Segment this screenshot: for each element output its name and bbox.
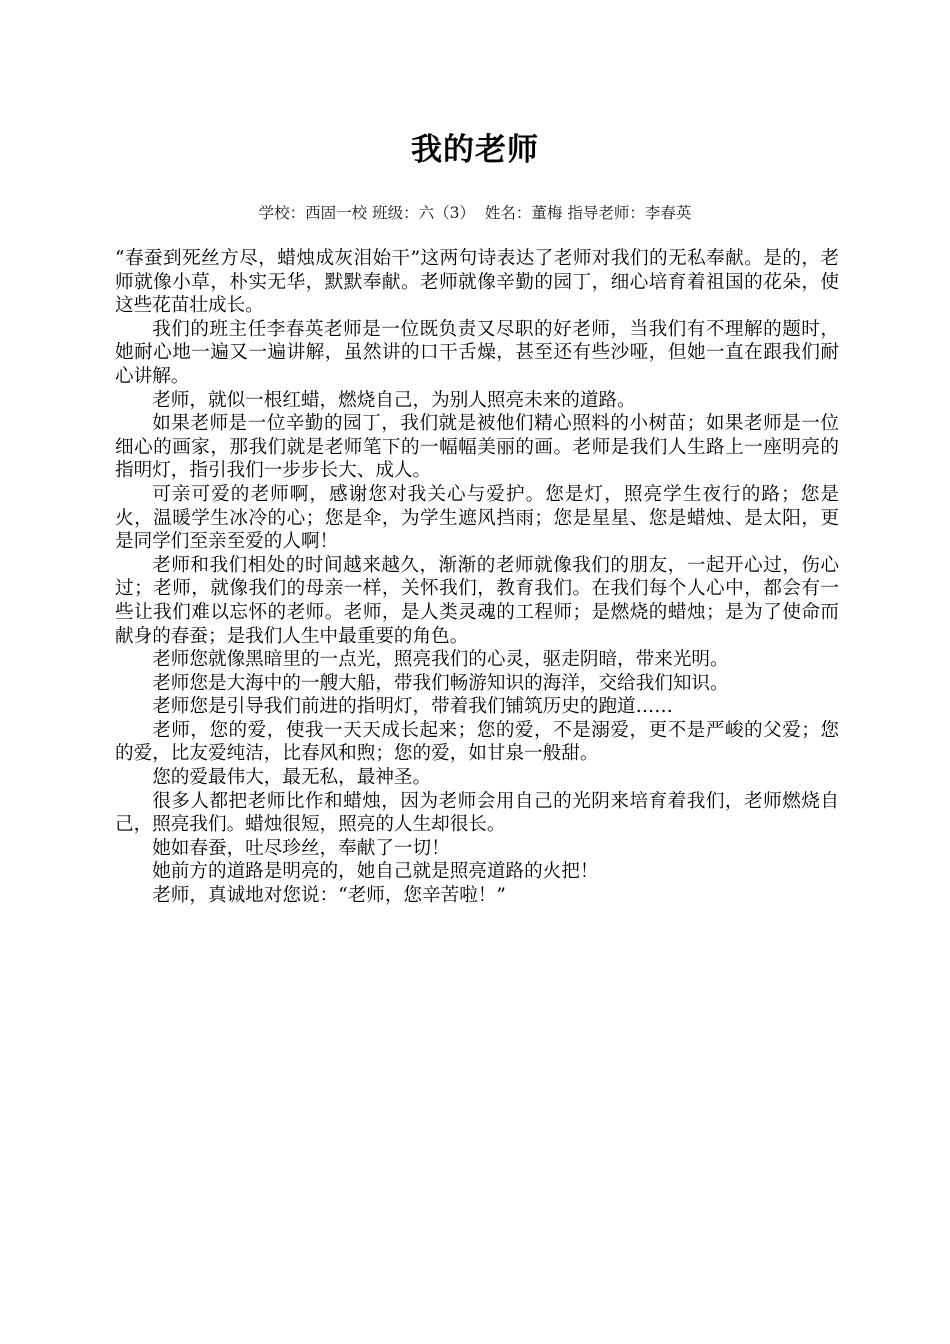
essay-paragraph: 如果老师是一位辛勤的园丁，我们就是被他们精心照料的小树苗；如果老师是一位细心的画家，那我们就是老师笔下的一幅幅美丽的画。老师是我们人生路上一座明亮的指明灯，指引我们一步步长大、成人。 [115,413,839,482]
essay-paragraph: “春蚕到死丝方尽，蜡烛成灰泪始干”这两句诗表达了老师对我们的无私奉献。是的，老师就像小草，朴实无华，默默奉献。老师就像辛勤的园丁，细心培育着祖国的花朵，使这些花苗壮成长。 [115,248,839,317]
essay-paragraph: 我们的班主任李春英老师是一位既负责又尽职的好老师，当我们有不理解的题时，她耐心地一遍又一遍讲解，虽然讲的口干舌燥，甚至还有些沙哑，但她一直在跟我们耐心讲解。 [115,318,839,387]
essay-paragraph: 老师，真诚地对您说：“老师，您辛苦啦！” [152,885,506,907]
essay-paragraph: 您的爱最伟大，最无私，最神圣。 [152,767,432,789]
essay-body [115,247,839,908]
essay-paragraph: 老师您就像黑暗里的一点光，照亮我们的心灵，驱走阴暗，带来光明。 [152,649,729,671]
essay-paragraph: 她如春蚕，吐尽珍丝，奉献了一切！ [152,837,450,859]
byline-school: 学校：西固一校 [258,204,368,222]
essay-paragraph: 她前方的道路是明亮的，她自己就是照亮道路的火把！ [152,861,599,883]
author-byline [0,202,950,224]
byline-gap [475,204,485,222]
document-title: 我的老师 [411,132,539,168]
essay-paragraph: 老师，就似一根红蜡，燃烧自己，为别人照亮未来的道路。 [152,389,636,411]
essay-paragraph: 老师您是大海中的一艘大船，带我们畅游知识的海洋，交给我们知识。 [152,672,729,694]
byline-teacher: 指导老师：李春英 [567,204,692,222]
byline-name: 姓名：董梅 [484,204,563,222]
essay-paragraph: 可亲可爱的老师啊，感谢您对我关心与爱护。您是灯，照亮学生夜行的路；您是火，温暖学生冰冷的心；您是伞，为学生遮风挡雨；您是星星、您是蜡烛、是太阳，更是同学们至亲至爱的人啊！ [115,483,839,553]
essay-paragraph: 老师，您的爱，使我一天天成长起来；您的爱，不是溺爱，更不是严峻的父爱；您的爱，比友爱纯洁，比春风和煦；您的爱，如甘泉一般甜。 [115,719,839,765]
essay-paragraph: 很多人都把老师比作和蜡烛，因为老师会用自己的光阴来培育着我们，老师燃烧自己，照亮我们。蜡烛很短，照亮的人生却很长。 [115,790,839,836]
byline-class: 班级：六（3） [372,204,475,222]
essay-paragraph: 老师和我们相处的时间越来越久，渐渐的老师就像我们的朋友，一起开心过，伤心过；老师，就像我们的母亲一样，关怀我们，教育我们。在我们每个人心中，都会有一些让我们难以忘怀的老师。老师，是人类灵魂的工程师；是燃烧的蜡烛；是为了使命而献身的春蚕；是我们人生中最重要的角色。 [115,554,839,647]
essay-paragraph: 老师您是引导我们前进的指明灯，带着我们铺筑历史的跑道…… [152,696,673,718]
